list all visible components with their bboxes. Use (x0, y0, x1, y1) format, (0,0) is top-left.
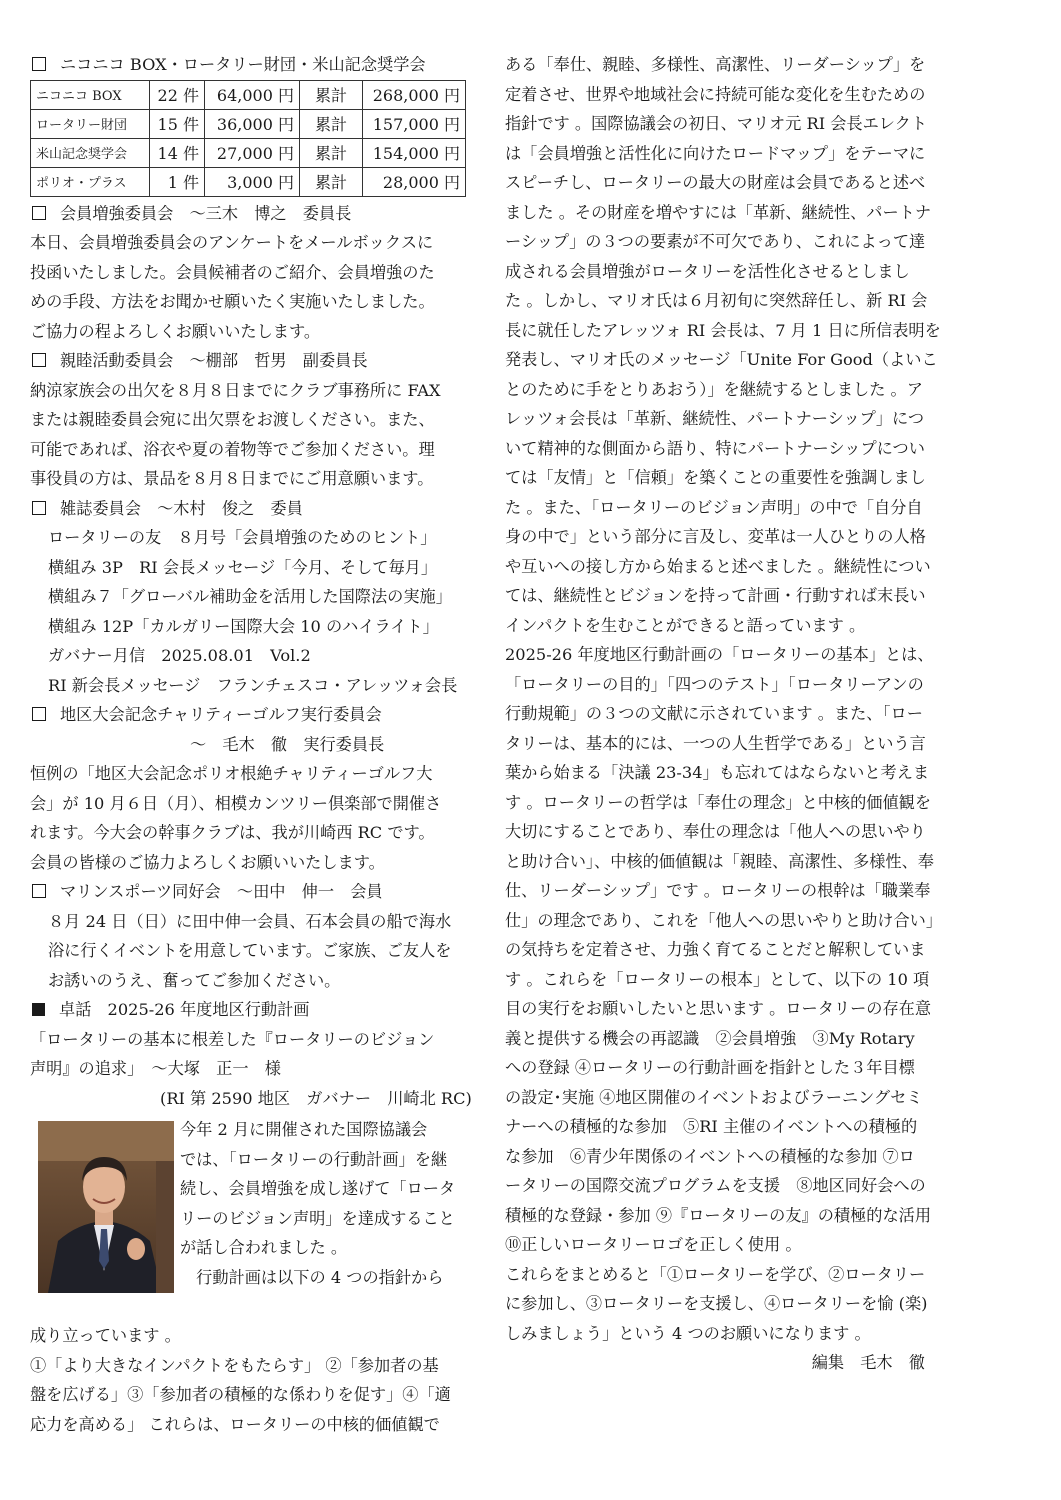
text-line: れます。今大会の幹事クラブは、我が川崎西 RC です。 (30, 823, 435, 842)
fund-label-cell: 累計 (300, 109, 363, 138)
text-line: スピーチし、ロータリーの最大の財産は会員であると述べ (505, 173, 926, 192)
text-line: 仕、リーダーシップ」です 。ロータリーの根幹は「職業奉 (505, 881, 931, 900)
marine-heading: マリンスポーツ同好会 ～田中 伸一 会員 (30, 877, 475, 907)
text-line: 横組み７「グローバル補助金を活用した国際法の実施」 (48, 587, 452, 606)
text-line: 長に就任したアレッツォ RI 会長は、7 月 1 日に所信表明を (505, 320, 941, 340)
text-line: 成り立っています 。 (30, 1326, 181, 1345)
text-line: への登録 ④ロータリーの行動計画を指針とした３年目標 (505, 1058, 915, 1077)
text-line: 恒例の「地区大会記念ポリオ根絶チャリティーゴルフ大 (30, 764, 433, 783)
fund-name-cell: ニコニコ BOX (31, 80, 150, 109)
text-line: た 。しかし、マリオ氏は６月初旬に突然辞任し、新 RI 会 (505, 291, 928, 310)
text-line: ーシップ」の３つの要素が不可欠であり、これによって達 (505, 232, 926, 251)
text-line: タリーは、基本的には、一つの人生哲学である」という言 (505, 733, 926, 753)
fund-count-cell: 1 件 (150, 167, 205, 196)
marine-body (30, 907, 475, 996)
text-line: ロータリーの友 ８月号「会員増強のためのヒント」 (48, 528, 437, 547)
text-line: 大切にすることであり、奉仕の理念は「他人への思いやり (505, 822, 926, 841)
text-line: 可能であれば、浴衣や夏の着物等でご参加ください。理 (30, 439, 435, 459)
fund-row (31, 80, 466, 109)
photo-block (30, 1115, 475, 1321)
text-line: 声明』の追求」 ～大塚 正一 様 (30, 1059, 281, 1078)
membership-heading: 会員増強委員会 ～三木 博之 委員長 (30, 199, 475, 229)
talk-body-left (30, 1321, 475, 1439)
text-line: 納涼家族会の出欠を８月８日までにクラブ事務所に FAX (30, 380, 441, 400)
text-line: 成される会員増強がロータリーを活性化させるとしまし (505, 261, 910, 281)
fund-amount-cell: 64,000 円 (205, 80, 300, 109)
text-line: 義と提供する機会の再認識 ②会員増強 ③My Rotary (505, 1028, 915, 1048)
text-line: または親睦委員会宛に出欠票をお渡しください。また、 (30, 410, 435, 429)
speaker-line: (RI 第 2590 地区 ガバナー 川崎北 RC) (160, 1088, 472, 1108)
text-line: 定着させ、世界や地域社会に持続可能な変化を生むための (505, 84, 926, 104)
text-line: 目の実行をお願いしたいと思います 。ロータリーの存在意 (505, 999, 932, 1018)
text-line: ました 。その財産を増やすには「革新、継続性、パートナ (505, 202, 932, 222)
text-line: 横組み 3P RI 会長メッセージ「今月、そして毎月」 (48, 557, 438, 577)
fund-name-cell: ロータリー財団 (31, 109, 150, 138)
text-line: ナーへの積極的な参加 ⑤RI 主催のイベントへの積極的 (505, 1117, 918, 1136)
fund-table (30, 80, 466, 197)
text-line: RI 新会長メッセージ フランチェスコ・アレッツォ会長 (48, 675, 458, 695)
right-column (505, 50, 945, 1378)
text-line: 盤を広げる」③「参加者の積極的な係わりを促す」④「適 (30, 1385, 451, 1404)
text-line: は「会員増強と活性化に向けたロードマップ」をテーマに (505, 143, 926, 163)
speaker-photo-image (38, 1121, 174, 1293)
text-line: 続し、会員増強を成し遂げて「ロータ (180, 1179, 456, 1198)
text-line: 横組み 12P「カルガリー国際大会 10 のハイライト」 (48, 616, 439, 636)
text-line: ある「奉仕、親睦、多様性、高潔性、リーダーシップ」を (505, 55, 926, 74)
fund-row (31, 167, 466, 196)
text-line: ガバナー月信 2025.08.01 Vol.2 (48, 646, 311, 665)
fund-count-cell: 22 件 (150, 80, 205, 109)
left-column (30, 50, 475, 1439)
text-line: リーのビジョン声明」を達成すること (180, 1208, 455, 1228)
text-line: ⑩正しいロータリーロゴを正しく使用 。 (505, 1235, 802, 1254)
text-line: た 。また、「ロータリーのビジョン声明」の中で「自分自 (505, 497, 923, 517)
text-line: 投函いたしました。会員候補者のご紹介、会員増強のた (30, 262, 435, 282)
fund-total-cell: 268,000 円 (363, 80, 466, 109)
text-line: 発表し、マリオ氏のメッセージ「Unite For Good（よいこ (505, 350, 938, 369)
text-line: 事役員の方は、景品を８月８日までにご用意願います。 (30, 469, 434, 488)
text-line: 浴に行くイベントを用意しています。ご家族、ご友人を (48, 941, 452, 960)
talk-heading: 卓話 2025-26 年度地区行動計画 (30, 995, 475, 1025)
magazine-heading: 雑誌委員会 ～木村 俊之 委員 (30, 494, 475, 524)
fellowship-body (30, 376, 475, 494)
text-line: レッツォ会長は「革新、継続性、パートナーシップ」につ (505, 409, 925, 428)
fund-label-cell: 累計 (300, 80, 363, 109)
golf-body (30, 759, 475, 877)
text-line: 行動規範」の３つの文献に示されています 。また、「ロー (505, 704, 923, 723)
fund-total-cell: 154,000 円 (363, 138, 466, 167)
text-line: めの手段、方法をお聞かせ願いたく実施いたしました。 (30, 292, 435, 311)
talk-title (30, 1025, 475, 1084)
text-line: 応力を高める」 これらは、ロータリーの中核的価値観で (30, 1414, 440, 1434)
golf-heading: 地区大会記念チャリティーゴルフ実行委員会 (30, 700, 475, 730)
editor-credit: 編集 毛木 徹 (811, 1353, 925, 1372)
checkbox-icon (32, 501, 46, 515)
text-line: 「ロータリーの目的」「四つのテスト」「ロータリーアンの (505, 674, 924, 694)
talk-body-right (505, 50, 945, 1348)
text-line: す 。ロータリーの哲学は「奉仕の理念」と中核的価値観を (505, 792, 932, 812)
text-line: ８月 24 日（日）に田中伸一会員、石本会員の船で海水 (48, 911, 452, 931)
checkbox-icon (32, 353, 46, 367)
text-line: ては、継続性とビジョンを持って計画・行動すれば末長い (505, 586, 926, 605)
photo-side-text (180, 1115, 475, 1292)
text-line: ご協力の程よろしくお願いいたします。 (30, 321, 321, 341)
text-line: が話し合われました 。 (180, 1238, 348, 1257)
text-line: 会員の皆様のご協力よろしくお願いいたします。 (30, 852, 385, 872)
fund-name-cell: 米山記念奨学会 (31, 138, 150, 167)
text-line: とのために手をとりあおう）」を継続するとしました 。ア (505, 379, 923, 399)
text-line: や互いへの接し方から始まると述べました 。継続性につい (505, 556, 931, 576)
fund-heading: ニコニコ BOX・ロータリー財団・米山記念奨学会 (30, 50, 475, 80)
text-line: な参加 ⑥青少年関係のイベントへの積極的な参加 ⑦ロ (505, 1146, 915, 1166)
text-line: 今年 2 月に開催された国際協議会 (180, 1120, 428, 1139)
golf-subheading: ～ 毛木 徹 実行委員長 (190, 734, 385, 754)
text-line: の設定･実施 ④地区開催のイベントおよびラーニングセミ (505, 1087, 923, 1107)
text-line: に参加し、③ロータリーを支援し、④ロータリーを愉 (楽) (505, 1294, 928, 1313)
text-line: 「ロータリーの基本に根差した『ロータリーのビジョン (30, 1029, 435, 1049)
text-line: では、「ロータリーの行動計画」を継 (180, 1149, 448, 1169)
text-line: 葉から始まる「決議 23-34」も忘れてはならないと考えま (505, 763, 930, 782)
text-line: 身の中で」という部分に言及し、変革は一人ひとりの人格 (505, 527, 926, 546)
text-line: インパクトを生むことができると語っています 。 (505, 615, 866, 635)
checkbox-icon (32, 707, 46, 721)
fund-total-cell: 28,000 円 (363, 167, 466, 196)
square-bullet-icon (32, 1003, 45, 1016)
text-line: す 。これらを「ロータリーの根本」として、以下の 10 項 (505, 969, 930, 989)
checkbox-icon (32, 206, 46, 220)
text-line: 行動計画は以下の 4 つの指針から (180, 1267, 444, 1287)
text-line: これらをまとめると「①ロータリーを学び、②ロータリー (505, 1264, 926, 1284)
fund-name-cell: ポリオ・プラス (31, 167, 150, 196)
fund-amount-cell: 36,000 円 (205, 109, 300, 138)
speaker-photo (38, 1121, 174, 1293)
magazine-body (30, 523, 475, 700)
fund-count-cell: 15 件 (150, 109, 205, 138)
fund-total-cell: 157,000 円 (363, 109, 466, 138)
fund-row (31, 109, 466, 138)
text-line: 指針です 。国際協議会の初日、マリオ元 RI 会長エレクト (505, 114, 928, 133)
fund-label-cell: 累計 (300, 138, 363, 167)
text-line: ては「友情」と「信頼」を築くことの重要性を強調しまし (505, 468, 926, 487)
fund-label-cell: 累計 (300, 167, 363, 196)
text-line: お誘いのうえ、奮ってご参加ください。 (48, 970, 341, 990)
text-line: と助け合い」、中核的価値観は「親睦、高潔性、多様性、奉 (505, 851, 934, 871)
text-line: 会」が 10 月６日（月）、相模カンツリー倶楽部で開催さ (30, 793, 442, 813)
text-line: いて精神的な側面から語り、特にパートナーシップについ (505, 438, 925, 458)
fund-amount-cell: 3,000 円 (205, 167, 300, 196)
text-line: ①「より大きなインパクトをもたらす」 ②「参加者の基 (30, 1355, 439, 1375)
text-line: 2025-26 年度地区行動計画の「ロータリーの基本」とは、 (505, 645, 934, 664)
checkbox-icon (32, 884, 46, 898)
checkbox-icon (32, 57, 46, 71)
fund-count-cell: 14 件 (150, 138, 205, 167)
fund-row (31, 138, 466, 167)
text-line: ータリーの国際交流プログラムを支援 ⑧地区同好会への (505, 1176, 926, 1195)
text-line: 本日、会員増強委員会のアンケートをメールボックスに (30, 233, 434, 252)
fund-amount-cell: 27,000 円 (205, 138, 300, 167)
text-line: しみましょう」という 4 つのお願いになります 。 (505, 1323, 871, 1343)
text-line: 仕」の理念であり、これを「他人への思いやりと助け合い」 (505, 910, 943, 930)
fellowship-heading: 親睦活動委員会 ～棚部 哲男 副委員長 (30, 346, 475, 376)
membership-body (30, 228, 475, 346)
text-line: 積極的な登録・参加 ⑨『ロータリーの友』の積極的な活用 (505, 1205, 932, 1225)
text-line: の気持ちを定着させ、力強く育てることだと解釈していま (505, 940, 926, 959)
